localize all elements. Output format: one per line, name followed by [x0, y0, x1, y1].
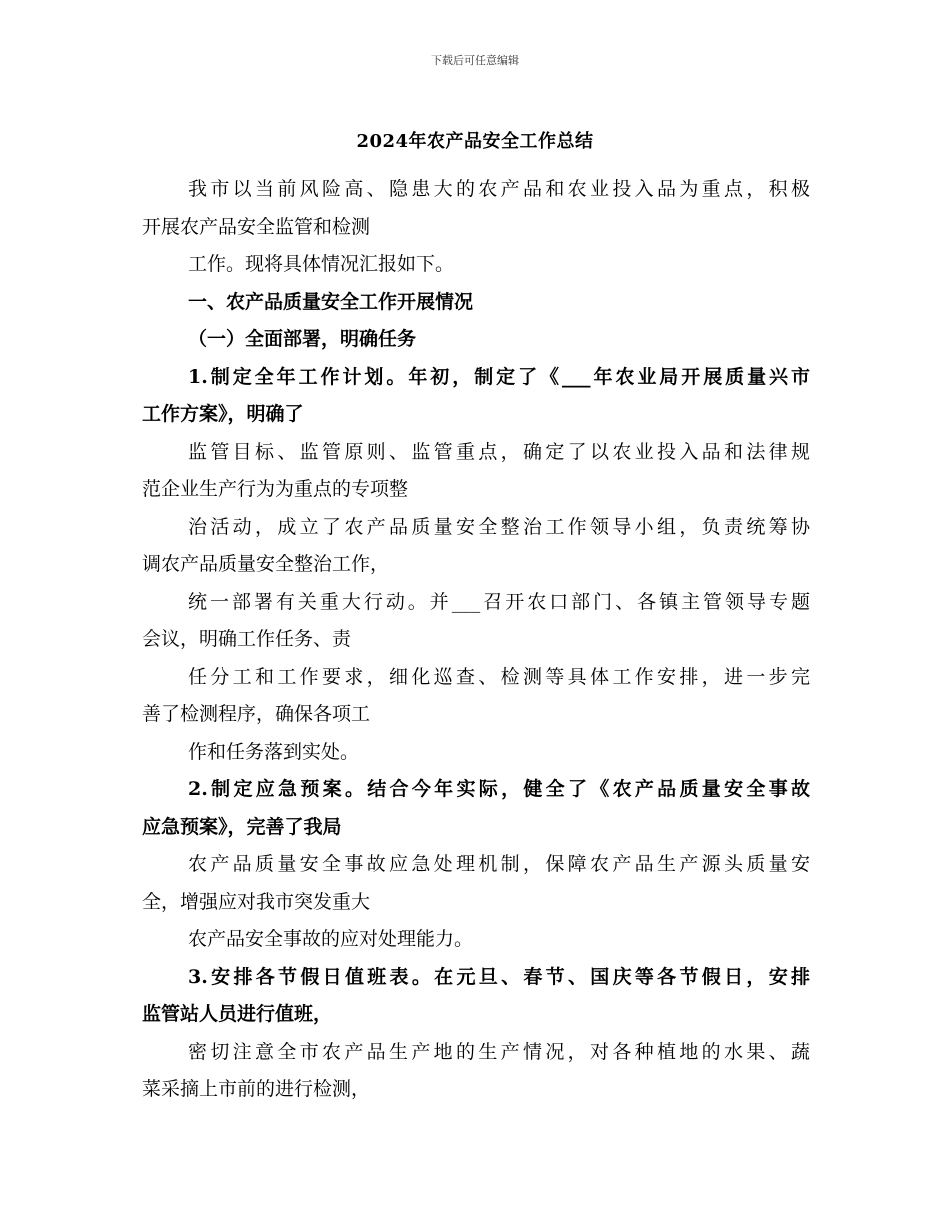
paragraph-line: 任分工和工作要求，细化巡查、检测等具体工作安排，进一步完 [188, 665, 810, 688]
document-title: 2024年农产品安全工作总结 [356, 131, 594, 152]
paragraph-line: 治活动，成立了农产品质量安全整治工作领导小组，负责统筹协 [188, 515, 810, 538]
paragraph-line: 全，增强应对我市突发重大 [142, 890, 371, 913]
paragraph-line: 农产品安全事故的应对处理能力。 [188, 928, 474, 950]
heading-line: 2.制定应急预案。结合今年实际，健全了《农产品质量安全事故 [188, 778, 810, 800]
heading-line: 1.制定全年工作计划。年初，制定了《___年农业局开展质量兴市 [188, 365, 810, 388]
paragraph-line: 善了检测程序，确保各项工 [142, 703, 371, 725]
paragraph-line: 作和任务落到实处。 [188, 740, 360, 763]
paragraph-line: 范企业生产行为为重点的专项整 [142, 478, 409, 500]
heading-line: 3.安排各节假日值班表。在元旦、春节、国庆等各节假日，安排 [188, 965, 810, 988]
heading-line: （一）全面部署，明确任务 [188, 328, 417, 350]
heading-line: 应急预案》，完善了我局 [142, 815, 342, 838]
paragraph-line: 农产品质量安全事故应急处理机制，保障农产品生产源头质量安 [188, 853, 810, 875]
heading-line: 工作方案》，明确了 [142, 403, 304, 425]
paragraph-line: 开展农产品安全监管和检测 [142, 215, 371, 238]
paragraph-line: 调农产品质量安全整治工作， [142, 553, 390, 575]
paragraph-line: 密切注意全市农产品生产地的生产情况，对各种植地的水果、蔬 [188, 1040, 810, 1063]
heading-line: 监管站人员进行值班， [142, 1003, 333, 1025]
paragraph-line: 统一部署有关重大行动。并___召开农口部门、各镇主管领导专题 [188, 590, 810, 613]
document-body [142, 171, 810, 1109]
paragraph-line: 菜采摘上市前的进行检测， [142, 1078, 371, 1100]
page-header-note: 下载后可任意编辑 [431, 54, 519, 67]
paragraph-line: 监管目标、监管原则、监管重点，确定了以农业投入品和法律规 [188, 440, 810, 463]
heading-line: 一、农产品质量安全工作开展情况 [188, 290, 474, 313]
paragraph-line: 我市以当前风险高、隐患大的农产品和农业投入品为重点，积极 [188, 178, 810, 200]
paragraph-line: 工作。现将具体情况汇报如下。 [188, 253, 455, 275]
paragraph-line: 会议，明确工作任务、责 [142, 628, 352, 650]
